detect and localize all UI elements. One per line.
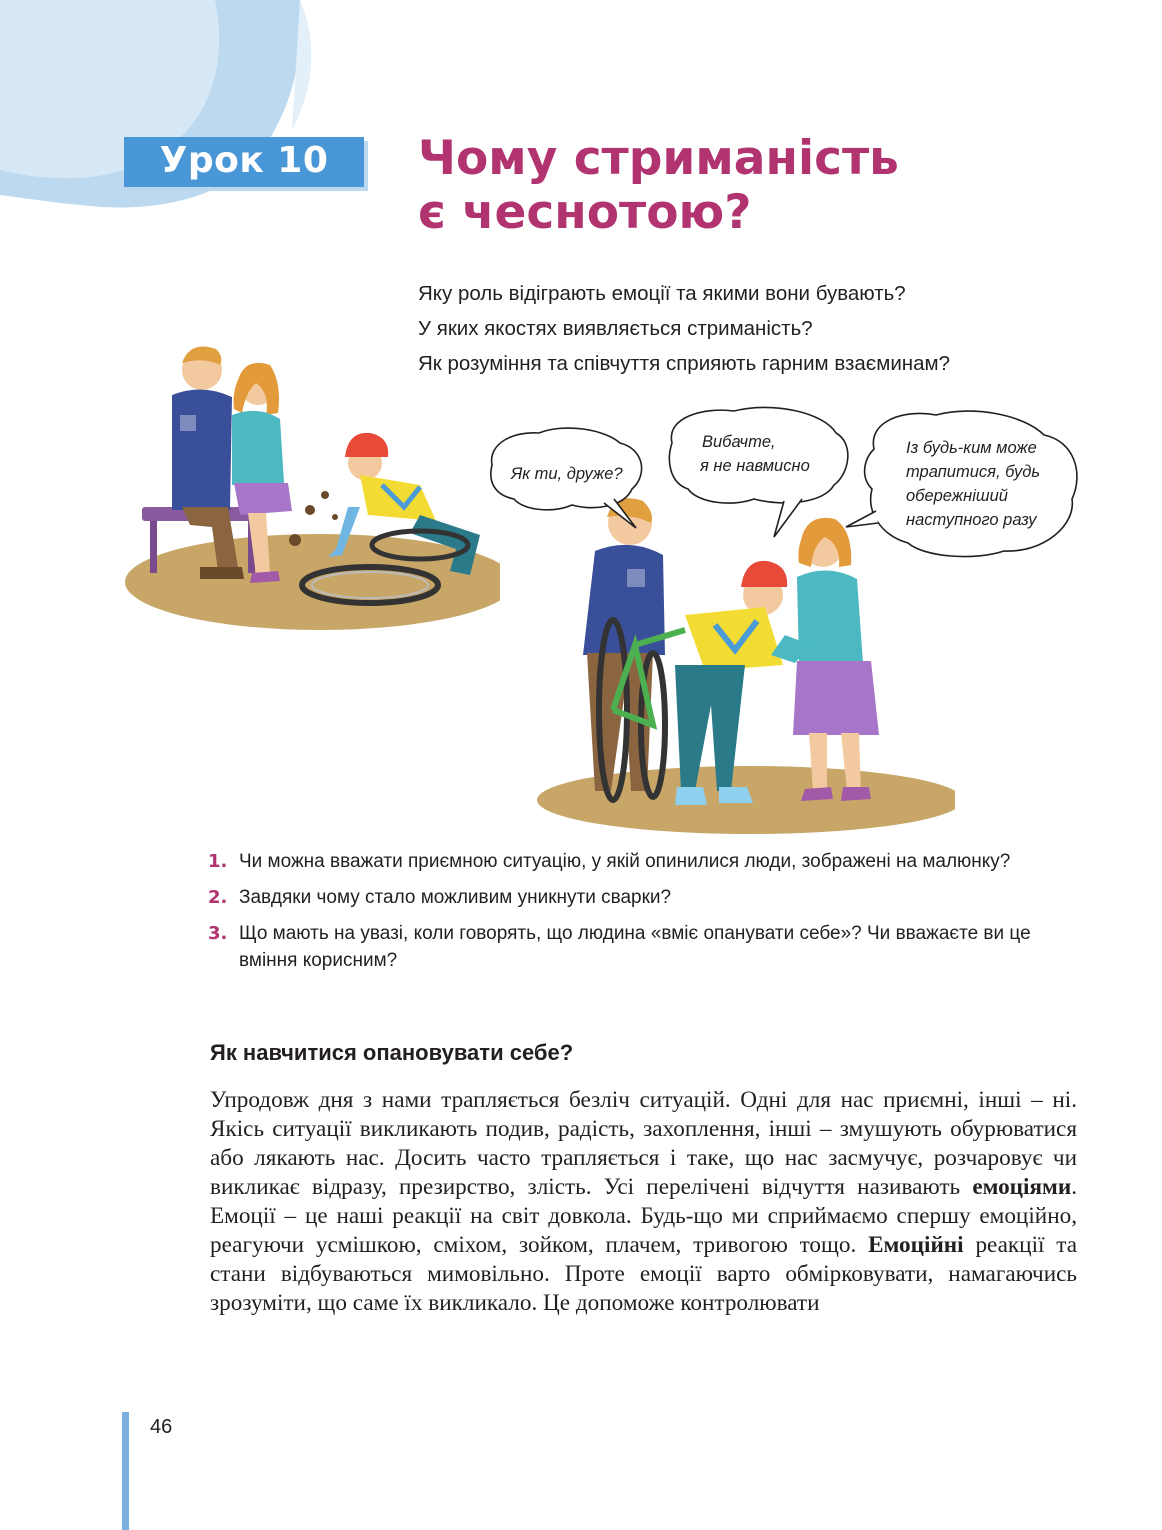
lesson-label: Урок 10 [159, 140, 329, 181]
body-text-part: Упродовж дня з нами трапляється безліч ситуацій. Одні для нас приємні, інші – ні. Якісь ситуації викликають подив, радість, захоплення, інші – змушують обурюватися або лякають нас. Досить часто трапляється і таке, що нас засмучує, розчаровує чи викликає відразу, презирство, злість. Усі перелічені відчуття називають [210, 1087, 1077, 1200]
page-number: 46 [150, 1416, 173, 1438]
body-text-part: реакції та стани відбуваються мимовільно. Проте емоції варто обмірковувати, намагаючись зрозуміти, що саме їх викликало. Це допоможе контролювати [210, 1232, 1077, 1316]
intro-question: У яких якостях виявляється стриманість? [418, 317, 813, 340]
intro-question: Як розуміння та співчуття сприяють гарним взаєминам? [418, 352, 951, 375]
bubble-cyclist-text [700, 430, 810, 478]
page-margin-bar [122, 1412, 129, 1530]
task-item [208, 848, 1048, 875]
bubble-girl-line: Із будь-ким може [906, 439, 1037, 457]
lesson-badge [124, 137, 364, 187]
task-text: Що мають на увазі, коли говорять, що людина «вміє опанувати себе»? Чи вважаєте ви це вміння корисним? [239, 923, 1031, 971]
title-line-1: Чому стриманість [418, 131, 899, 186]
bubble-girl-text [906, 436, 1040, 532]
body-paragraph [210, 1086, 1077, 1318]
task-number: 1. [208, 851, 228, 872]
section-heading: Як навчитися опановувати себе? [210, 1040, 574, 1065]
fall-illustration [120, 335, 500, 635]
bubble-cyclist-line: я не навмисно [700, 457, 810, 475]
bubble-girl-line: трапитися, будь [906, 463, 1041, 481]
bubble-cyclist-line: Вибачте, [702, 433, 776, 451]
bubble-girl-line: обережніший [906, 487, 1008, 505]
corner-decoration [0, 0, 320, 230]
body-text-part: . Емоції – це наші реакції на світ довкола. Будь-що ми сприймаємо спершу емоційно, реагуючи усмішкою, сміхом, зойком, плачем, тривогою тощо. [210, 1174, 1077, 1258]
bubble-boy-text: Як ти, друже? [511, 465, 623, 483]
bubble-girl-line: наступного разу [906, 511, 1037, 529]
task-item [208, 920, 1048, 974]
task-text: Завдяки чому стало можливим уникнути сварки? [239, 887, 672, 908]
page-title [418, 132, 1018, 240]
term-emotional: Емоційні [868, 1232, 964, 1258]
task-text: Чи можна вважати приємною ситуацію, у якій опинилися люди, зображені на малюнку? [239, 851, 1011, 872]
title-line-2: є чеснотою? [418, 185, 752, 240]
task-list [208, 848, 1048, 983]
intro-question: Яку роль відіграють емоції та якими вони бувають? [418, 282, 906, 305]
task-item [208, 884, 1048, 911]
task-number: 2. [208, 887, 228, 908]
term-emotions: емоціями [972, 1174, 1072, 1200]
task-number: 3. [208, 923, 228, 944]
